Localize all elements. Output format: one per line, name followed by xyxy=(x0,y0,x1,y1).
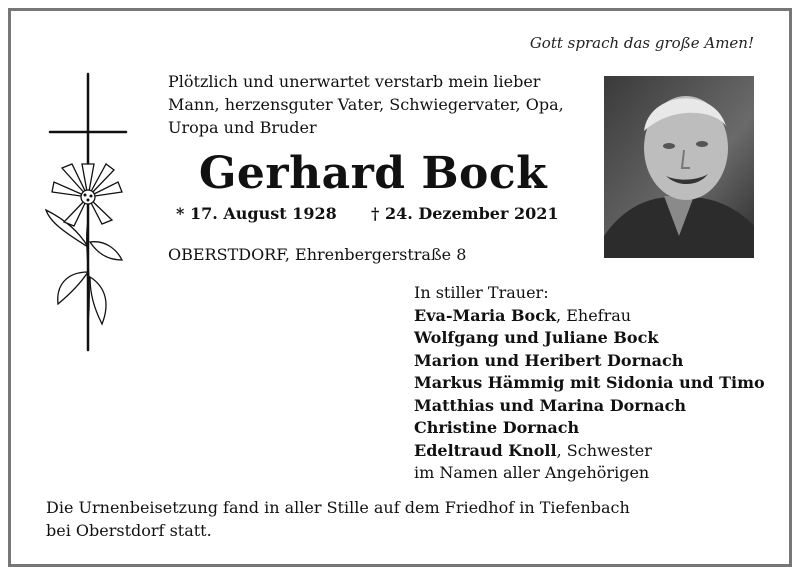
portrait-photo xyxy=(604,76,754,258)
burial-note xyxy=(46,497,630,542)
intro-line: Plötzlich und unerwartet verstarb mein lieber xyxy=(168,72,541,91)
mourner-entry xyxy=(414,372,765,395)
mourner-name: Christine Dornach xyxy=(414,418,580,437)
cross-edelweiss-icon xyxy=(44,72,134,354)
mourner-entry xyxy=(414,305,765,328)
mourner-relation: , Ehefrau xyxy=(556,305,632,325)
mourners-closing: im Namen aller Angehörigen xyxy=(414,463,650,482)
intro-text xyxy=(168,70,570,139)
mourner-name: Markus Hämmig mit Sidonia und Timo xyxy=(414,373,765,392)
deceased-name: Gerhard Bock xyxy=(198,148,548,199)
intro-line: Mann, herzensguter Vater, Schwiegervater, Opa, xyxy=(168,95,564,114)
mourner-entry xyxy=(414,327,765,350)
mourner-name: Wolfgang und Juliane Bock xyxy=(414,328,659,347)
mourner-name: Eva-Maria Bock xyxy=(414,305,557,325)
mourner-entry xyxy=(414,350,765,373)
portrait-image xyxy=(604,76,754,258)
intro-line: Uropa und Bruder xyxy=(168,118,317,137)
death-date: † 24. Dezember 2021 xyxy=(371,204,559,223)
burial-note-line: bei Oberstdorf statt. xyxy=(46,520,212,540)
burial-note-line: Die Urnenbeisetzung fand in aller Stille auf dem Friedhof in Tiefenbach xyxy=(46,498,630,517)
mourners-list xyxy=(414,282,765,485)
mourner-name: Matthias und Marina Dornach xyxy=(414,395,687,415)
mourner-relation: , Schwester xyxy=(556,440,652,460)
birth-date: * 17. August 1928 xyxy=(176,204,337,223)
mourner-entry xyxy=(414,440,765,463)
motto-text: Gott sprach das große Amen! xyxy=(529,34,754,52)
mourners-heading: In stiller Trauer: xyxy=(414,283,549,302)
mourner-entry xyxy=(414,395,765,418)
address: OBERSTDORF, Ehrenbergerstraße 8 xyxy=(168,245,467,264)
mourner-entry xyxy=(414,417,765,440)
mourner-name: Edeltraud Knoll xyxy=(414,440,557,460)
mourner-name: Marion und Heribert Dornach xyxy=(414,350,684,370)
